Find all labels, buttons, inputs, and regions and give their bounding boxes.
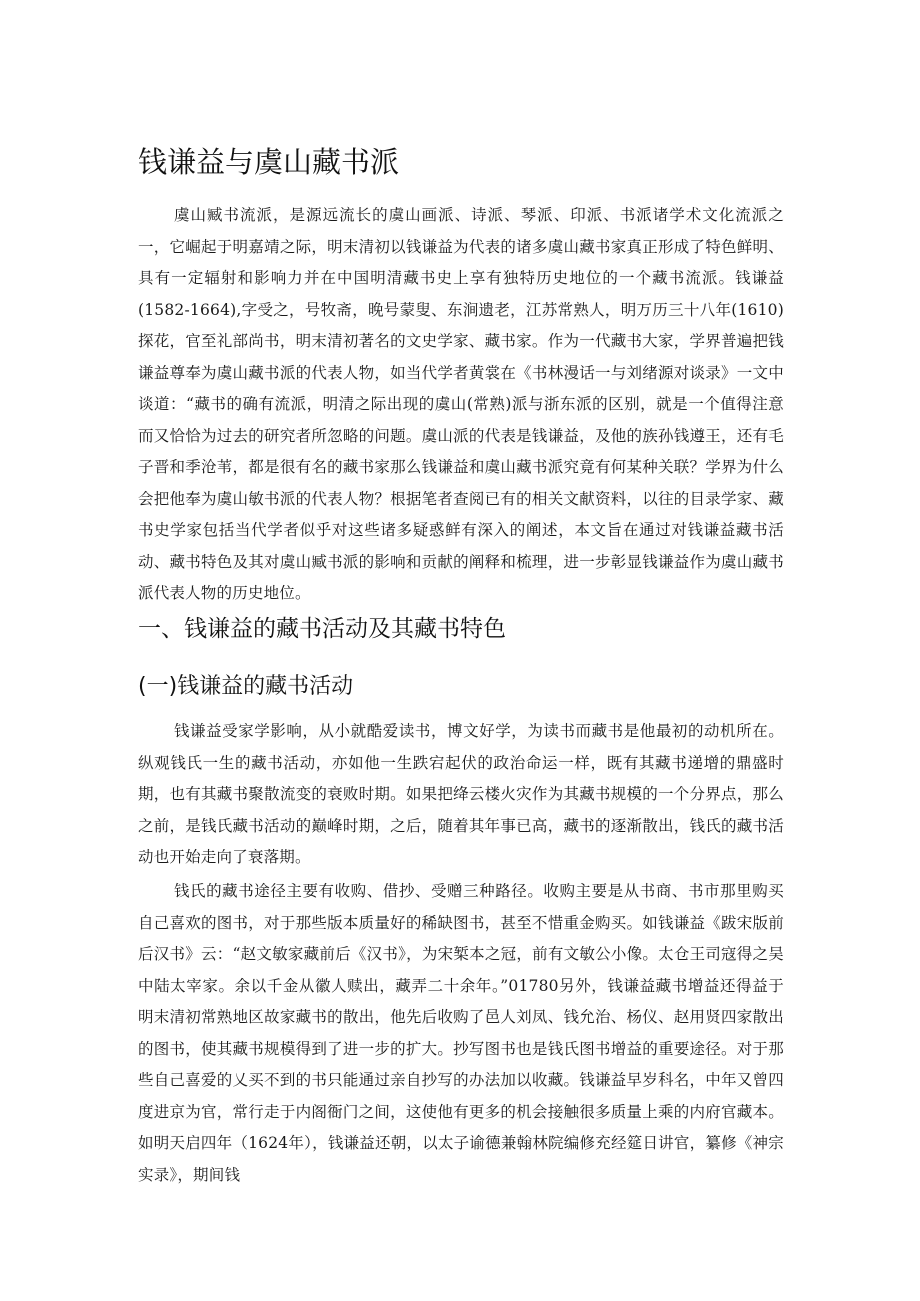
document-title: 钱谦益与虞山藏书派 <box>138 145 400 179</box>
body-paragraph-acquisition: 钱氏的藏书途径主要有收购、借抄、受赠三种路径。收购主要是从书商、书市那里购买自己喜欢的图书，对于那些版本质量好的稀缺图书，甚至不惜重金购买。如钱谦益《跋宋版前后汉书》云：“赵文敏家藏前后《汉书》，为宋椠本之冠，前有文敏公小像。太仓王司寇得之吴中陆太宰家。余以千金从徽人赎出，藏弄二十余年。”01780另外，钱谦益藏书增益还得益于明末清初常熟地区故家藏书的散出，他先后收购了邑人刘凤、钱允治、杨仪、赵用贤四家散出的图书，使其藏书规模得到了进一步的扩大。抄写图书也是钱氏图书增益的重要途径。对于那些自己喜爱的乂买不到的书只能通过亲自抄写的办法加以收藏。钱谦益早岁科名，中年又曾四度进京为官，常行走于内阁衙门之间，这使他有更多的机会接触很多质量上乘的内府官藏本。如明天启四年（1624年），钱谦益还朝，以太子谕德兼翰林院编修充经筵日讲官，纂修《神宗实录》，期间钱 <box>138 882 784 1184</box>
body-paragraph-activity: 钱谦益受家学影响，从小就酷爱读书，博文好学，为读书而藏书是他最初的动机所在。纵观钱氏一生的藏书活动，亦如他一生跌宕起伏的政治命运一样，既有其藏书递增的鼎盛时期，也有其藏书聚散流变的衰败时期。如果把绛云楼火灾作为其藏书规模的一个分界点，那么之前，是钱氏藏书活动的巅峰时期，之后，随着其年事已高，藏书的逐渐散出，钱氏的藏书活动也开始走向了衰落期。 <box>138 722 784 866</box>
intro-paragraph: 虞山臧书流派，是源远流长的虞山画派、诗派、琴派、印派、书派诸学术文化流派之一，它崛起于明嘉靖之际，明末清初以钱谦益为代表的诸多虞山藏书家真正形成了特色鲜明、具有一定辐射和影响力并在中国明清藏书史上享有独特历史地位的一个藏书流派。钱谦益(1582-1664),字受之，号牧斋，晚号蒙叟、东涧遗老，江苏常熟人，明万历三十八年(1610)探花，官至礼部尚书，明末清初著名的文史学家、藏书家。作为一代藏书大家，学界普遍把钱谦益尊奉为虞山藏书派的代表人物，如当代学者黄裳在《书林漫话一与刘绪源对谈录》一文中谈道：“藏书的确有流派，明清之际出现的虞山(常熟)派与浙东派的区别，就是一个值得注意而又恰恰为过去的研究者所忽略的问题。虞山派的代表是钱谦益，及他的族孙钱遵王，还有毛子晋和季沧苇，都是很有名的藏书家那么钱谦益和虞山藏书派究竟有何某种关联？学界为什么会把他奉为虞山敏书派的代表人物？根据笔者查阅已有的相关文献资料，以往的目录学家、藏书史学家包括当代学者似乎对这些诸多疑惑鲜有深入的阐述，本文旨在通过对钱谦益藏书活动、藏书特色及其对虞山臧书派的影响和贡献的阐释和梳理，进一步彰显钱谦益作为虞山藏书派代表人物的历史地位。 <box>138 206 784 602</box>
subsection-heading: (一)钱谦益的藏书活动 <box>138 674 354 699</box>
section-heading: 一、钱谦益的藏书活动及其藏书特色 <box>138 616 506 642</box>
